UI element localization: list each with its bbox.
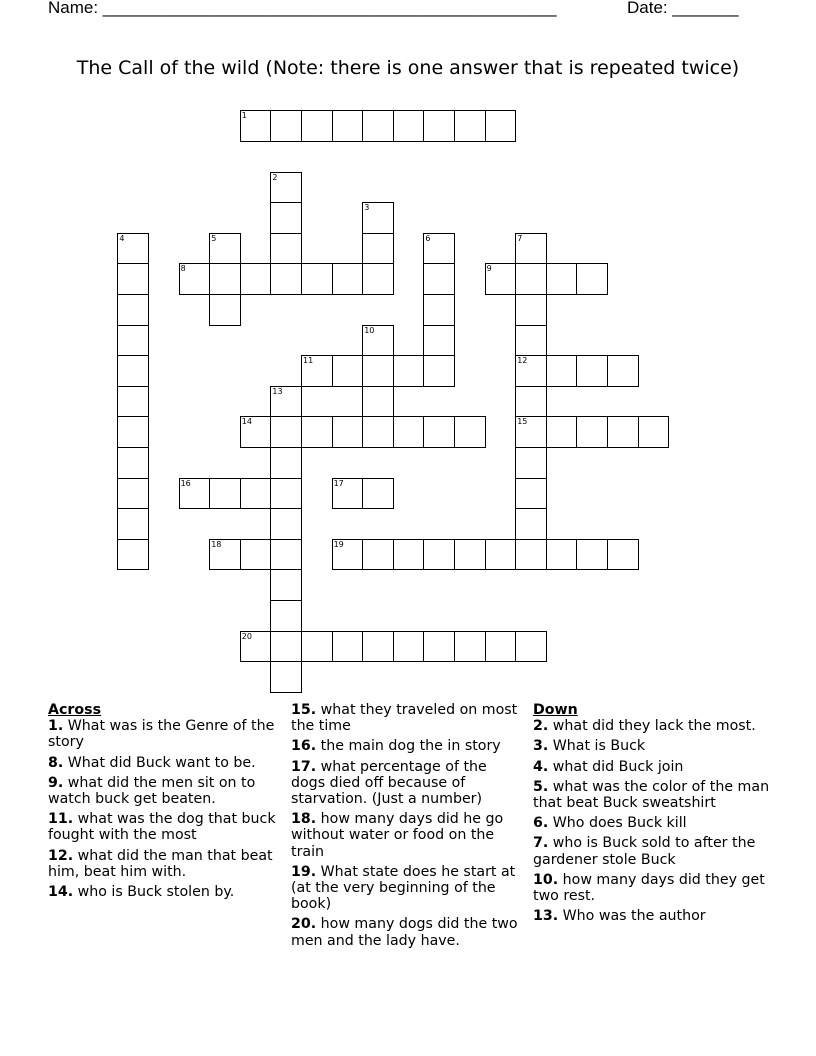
grid-cell[interactable] xyxy=(270,172,302,204)
cell-number: 20 xyxy=(241,631,252,641)
grid-cell[interactable] xyxy=(117,263,149,295)
grid-cell[interactable] xyxy=(270,539,302,571)
grid-cell[interactable] xyxy=(423,110,455,142)
down-clues xyxy=(533,702,773,928)
grid-cell[interactable] xyxy=(270,233,302,265)
cell-number: 7 xyxy=(517,233,523,243)
cell-number: 15 xyxy=(517,417,528,427)
grid-cell[interactable] xyxy=(515,508,547,540)
grid-cell[interactable] xyxy=(546,355,578,387)
grid-cell[interactable] xyxy=(423,539,455,571)
grid-cell[interactable] xyxy=(117,355,149,387)
clue-across-16 xyxy=(291,738,521,754)
grid-cell[interactable] xyxy=(607,355,639,387)
grid-cell[interactable] xyxy=(515,263,547,295)
clue-across-20 xyxy=(291,916,521,948)
grid-cell[interactable] xyxy=(393,539,425,571)
grid-cell[interactable] xyxy=(270,569,302,601)
grid-cell[interactable] xyxy=(423,325,455,357)
grid-cell[interactable] xyxy=(240,263,272,295)
clue-number: 4. xyxy=(533,758,549,775)
grid-cell[interactable] xyxy=(362,355,394,387)
cell-number: 8 xyxy=(180,264,186,274)
cell-number: 4 xyxy=(119,233,125,243)
grid-cell[interactable] xyxy=(332,355,364,387)
cell-number: 10 xyxy=(364,325,375,335)
grid-cell[interactable] xyxy=(393,416,425,448)
grid-cell[interactable] xyxy=(332,110,364,142)
clue-number: 10. xyxy=(533,871,559,888)
grid-cell[interactable] xyxy=(362,386,394,418)
clue-down-6 xyxy=(533,815,773,831)
grid-cell[interactable] xyxy=(117,325,149,357)
grid-cell[interactable] xyxy=(332,631,364,663)
clue-text: who is Buck stolen by. xyxy=(73,884,235,901)
grid-cell[interactable] xyxy=(423,294,455,326)
across-clues-continued xyxy=(291,702,521,953)
grid-cell[interactable] xyxy=(117,539,149,571)
cell-number: 17 xyxy=(333,478,344,488)
grid-cell[interactable] xyxy=(515,631,547,663)
cell-number: 1 xyxy=(241,111,247,121)
grid-cell[interactable] xyxy=(393,355,425,387)
grid-cell[interactable] xyxy=(362,631,394,663)
clue-across-1 xyxy=(48,718,278,750)
clue-text: what percentage of the dogs died off because of starvation. (Just a number) xyxy=(291,758,487,808)
grid-cell[interactable] xyxy=(117,233,149,265)
grid-cell[interactable] xyxy=(362,110,394,142)
grid-cell[interactable] xyxy=(362,325,394,357)
clue-down-5 xyxy=(533,779,773,811)
grid-cell[interactable] xyxy=(362,202,394,234)
clue-text: how many dogs did the two men and the lady have. xyxy=(291,916,518,949)
clue-text: what was the color of the man that beat Buck sweatshirt xyxy=(533,778,770,812)
grid-cell[interactable] xyxy=(179,478,211,510)
cell-number: 19 xyxy=(333,539,344,549)
clue-text: What is Buck xyxy=(548,738,646,755)
clue-number: 2. xyxy=(533,718,549,735)
grid-cell[interactable] xyxy=(270,478,302,510)
grid-cell[interactable] xyxy=(454,631,486,663)
grid-cell[interactable] xyxy=(362,416,394,448)
grid-cell[interactable] xyxy=(515,478,547,510)
clue-text: who is Buck sold to after the gardener stole Buck xyxy=(533,835,756,868)
clue-across-9 xyxy=(48,775,278,807)
grid-cell[interactable] xyxy=(515,325,547,357)
cell-number: 3 xyxy=(364,203,370,213)
grid-cell[interactable] xyxy=(638,416,670,448)
grid-cell[interactable] xyxy=(179,263,211,295)
grid-cell[interactable] xyxy=(209,263,241,295)
clue-across-19 xyxy=(291,864,521,913)
grid-cell[interactable] xyxy=(301,416,333,448)
grid-cell[interactable] xyxy=(209,478,241,510)
grid-cell[interactable] xyxy=(117,478,149,510)
puzzle-title: The Call of the wild (Note: there is one answer that is repeated twice) xyxy=(76,57,740,79)
clue-number: 6. xyxy=(533,815,549,832)
grid-cell[interactable] xyxy=(546,416,578,448)
clue-down-10 xyxy=(533,872,773,904)
clue-across-12 xyxy=(48,848,278,880)
grid-cell[interactable] xyxy=(301,110,333,142)
grid-cell[interactable] xyxy=(515,386,547,418)
grid-cell[interactable] xyxy=(240,110,272,142)
grid-cell[interactable] xyxy=(485,539,517,571)
grid-cell[interactable] xyxy=(270,447,302,479)
grid-cell[interactable] xyxy=(607,539,639,571)
grid-cell[interactable] xyxy=(485,631,517,663)
clue-text: Who was the author xyxy=(558,908,706,925)
clue-number: 19. xyxy=(291,863,317,880)
clue-text: how many days did he go without water or food on the train xyxy=(291,811,504,860)
clue-text: how many days did they get two rest. xyxy=(533,871,765,905)
grid-cell[interactable] xyxy=(423,416,455,448)
clue-number: 5. xyxy=(533,778,549,795)
clue-text: What state does he start at (at the very beginning of the book) xyxy=(291,863,516,913)
clue-across-11 xyxy=(48,811,278,843)
grid-cell[interactable] xyxy=(515,233,547,265)
clue-number: 20. xyxy=(291,916,317,933)
clue-number: 8. xyxy=(48,754,64,771)
grid-cell[interactable] xyxy=(515,539,547,571)
cell-number: 16 xyxy=(180,478,191,488)
grid-cell[interactable] xyxy=(270,416,302,448)
grid-cell[interactable] xyxy=(301,631,333,663)
cell-number: 12 xyxy=(517,356,528,366)
grid-cell[interactable] xyxy=(423,263,455,295)
grid-cell[interactable] xyxy=(117,416,149,448)
clue-number: 16. xyxy=(291,738,317,755)
grid-cell[interactable] xyxy=(485,110,517,142)
clue-text: what did they lack the most. xyxy=(548,718,756,735)
grid-cell[interactable] xyxy=(607,416,639,448)
grid-cell[interactable] xyxy=(362,539,394,571)
grid-cell[interactable] xyxy=(301,355,333,387)
clue-text: Who does Buck kill xyxy=(548,815,687,832)
grid-cell[interactable] xyxy=(240,478,272,510)
grid-cell[interactable] xyxy=(240,631,272,663)
cell-number: 18 xyxy=(211,539,222,549)
grid-cell[interactable] xyxy=(270,110,302,142)
clue-number: 15. xyxy=(291,702,317,718)
grid-cell[interactable] xyxy=(362,233,394,265)
clue-text: what they traveled on most the time xyxy=(291,702,518,735)
grid-cell[interactable] xyxy=(240,416,272,448)
grid-cell[interactable] xyxy=(270,600,302,632)
grid-cell[interactable] xyxy=(423,233,455,265)
clue-across-15 xyxy=(291,702,521,734)
grid-cell[interactable] xyxy=(332,416,364,448)
grid-cell[interactable] xyxy=(515,294,547,326)
grid-cell[interactable] xyxy=(270,508,302,540)
grid-cell[interactable] xyxy=(576,416,608,448)
clue-number: 9. xyxy=(48,774,64,791)
clue-down-7 xyxy=(533,835,773,867)
cell-number: 2 xyxy=(272,172,278,182)
grid-cell[interactable] xyxy=(576,355,608,387)
clue-down-2 xyxy=(533,718,773,734)
grid-cell[interactable] xyxy=(270,202,302,234)
date-field[interactable]: Date: _______ xyxy=(627,0,739,17)
grid-cell[interactable] xyxy=(454,110,486,142)
clue-number: 13. xyxy=(533,908,559,925)
cell-number: 9 xyxy=(486,264,492,274)
grid-cell[interactable] xyxy=(332,539,364,571)
name-field[interactable]: Name: ________________________________________________ xyxy=(48,0,557,17)
across-heading: Across xyxy=(48,702,102,718)
grid-cell[interactable] xyxy=(515,355,547,387)
clue-across-17 xyxy=(291,759,521,808)
cell-number: 14 xyxy=(241,417,252,427)
grid-cell[interactable] xyxy=(576,539,608,571)
grid-cell[interactable] xyxy=(485,263,517,295)
clue-text: what did Buck join xyxy=(548,758,684,775)
grid-cell[interactable] xyxy=(270,263,302,295)
grid-cell[interactable] xyxy=(209,233,241,265)
grid-cell[interactable] xyxy=(393,110,425,142)
clue-down-4 xyxy=(533,759,773,775)
clue-number: 18. xyxy=(291,811,317,828)
clue-number: 11. xyxy=(48,811,74,828)
cell-number: 11 xyxy=(303,356,314,366)
grid-cell[interactable] xyxy=(117,508,149,540)
clue-text: What was is the Genre of the story xyxy=(48,718,275,751)
clue-across-18 xyxy=(291,811,521,860)
clue-text: the main dog the in story xyxy=(316,738,501,755)
grid-cell[interactable] xyxy=(270,631,302,663)
across-clues xyxy=(48,702,278,904)
grid-cell[interactable] xyxy=(546,263,578,295)
grid-cell[interactable] xyxy=(454,416,486,448)
grid-cell[interactable] xyxy=(393,631,425,663)
grid-cell[interactable] xyxy=(454,539,486,571)
grid-cell[interactable] xyxy=(209,294,241,326)
grid-cell[interactable] xyxy=(301,263,333,295)
grid-cell[interactable] xyxy=(362,478,394,510)
grid-cell[interactable] xyxy=(332,263,364,295)
clue-number: 12. xyxy=(48,847,74,864)
down-heading: Down xyxy=(533,702,578,718)
clue-across-8 xyxy=(48,755,278,771)
clue-text: what did the man that beat him, beat him with. xyxy=(48,847,273,880)
grid-cell[interactable] xyxy=(576,263,608,295)
grid-cell[interactable] xyxy=(270,386,302,418)
grid-cell[interactable] xyxy=(117,386,149,418)
grid-cell[interactable] xyxy=(117,447,149,479)
clue-number: 1. xyxy=(48,718,64,735)
grid-cell[interactable] xyxy=(546,539,578,571)
grid-cell[interactable] xyxy=(240,539,272,571)
grid-cell[interactable] xyxy=(117,294,149,326)
clue-across-14 xyxy=(48,884,278,900)
clue-text: What did Buck want to be. xyxy=(63,754,256,771)
clue-text: what did the men sit on to watch buck get beaten. xyxy=(48,774,256,808)
cell-number: 13 xyxy=(272,386,283,396)
clue-number: 3. xyxy=(533,738,549,755)
grid-cell[interactable] xyxy=(362,263,394,295)
clue-down-13 xyxy=(533,908,773,924)
grid-cell[interactable] xyxy=(515,416,547,448)
grid-cell[interactable] xyxy=(423,631,455,663)
clue-text: what was the dog that buck fought with the most xyxy=(48,811,276,844)
grid-cell[interactable] xyxy=(515,447,547,479)
grid-cell[interactable] xyxy=(332,478,364,510)
clue-number: 14. xyxy=(48,884,74,901)
grid-cell[interactable] xyxy=(423,355,455,387)
clue-number: 17. xyxy=(291,758,317,775)
cell-number: 6 xyxy=(425,233,431,243)
cell-number: 5 xyxy=(211,233,217,243)
clue-number: 7. xyxy=(533,835,549,852)
grid-cell[interactable] xyxy=(270,661,302,693)
grid-cell[interactable] xyxy=(209,539,241,571)
clue-down-3 xyxy=(533,738,773,754)
